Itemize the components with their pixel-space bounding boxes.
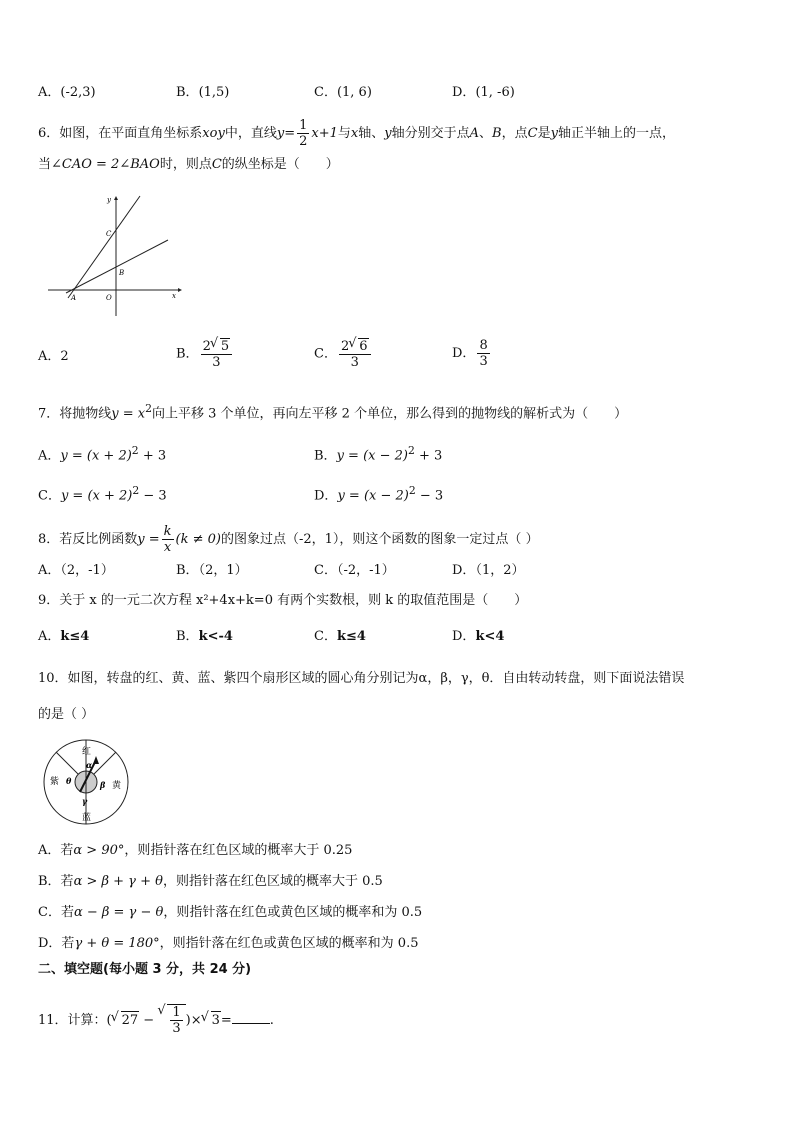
- label-beta: β: [100, 780, 106, 790]
- option-label: D．: [314, 488, 338, 504]
- label-x: x: [172, 292, 176, 300]
- q6-point-c: C: [211, 157, 222, 172]
- radicand: √ 5: [220, 338, 230, 354]
- option-fraction: [339, 338, 371, 370]
- q10-option-c: [38, 904, 422, 922]
- option-label: B．: [176, 85, 199, 100]
- frac-numerator: 1: [299, 118, 308, 133]
- label-theta: θ: [66, 776, 72, 786]
- q8-option-a: [38, 562, 114, 580]
- option-value: （2，1）: [198, 563, 248, 578]
- option-text: ，则指针落在红色或黄色区域的概率和为 0.5: [159, 936, 419, 951]
- label-purple: 紫: [50, 777, 60, 787]
- frac-denominator: 3: [350, 355, 359, 370]
- q11-times: )×: [185, 1013, 202, 1028]
- option-label: A．若: [38, 843, 74, 858]
- q6-text: 、: [479, 126, 493, 141]
- q11-minus: −: [139, 1013, 159, 1028]
- option-label: A．: [38, 85, 61, 100]
- option-exponent: 2: [132, 484, 140, 497]
- q6-point-b: B: [492, 126, 502, 141]
- option-label: C．: [314, 629, 337, 644]
- q6-text: 中，直线: [224, 126, 277, 141]
- option-label: C．: [314, 346, 337, 362]
- divider-upper-left: [56, 752, 78, 774]
- q11-eq: =: [220, 1013, 232, 1028]
- option-value: （2，-1）: [60, 563, 114, 578]
- option-text: ，则指针落在红色区域的概率大于 0.5: [162, 874, 383, 889]
- q6-y: y: [384, 126, 392, 141]
- option-condition: α > 90°: [73, 843, 125, 858]
- option-expr-tail: + 3: [138, 448, 167, 464]
- q7-option-b: [314, 442, 442, 465]
- q6-text: 轴、: [358, 126, 385, 141]
- q8-fraction: [162, 524, 174, 555]
- q9-option-b: [176, 628, 233, 646]
- y-axis-arrow: [114, 196, 118, 200]
- q6-y: y: [550, 126, 558, 141]
- q5-option-d: [452, 84, 515, 102]
- option-value: k≤4: [336, 629, 366, 644]
- option-label: A．: [38, 349, 61, 364]
- q6-option-c: [314, 338, 373, 370]
- option-expr-tail: + 3: [414, 448, 443, 464]
- question-number: 6．: [38, 126, 60, 141]
- q6-eq-y: y: [276, 126, 285, 141]
- q6-option-b: [176, 338, 234, 370]
- option-label: B．: [176, 346, 199, 362]
- q6-point-a: A: [469, 126, 480, 141]
- q6-option-d: [452, 338, 492, 369]
- answer-blank[interactable]: [232, 1011, 270, 1024]
- q8-stem: [38, 524, 539, 555]
- q6-option-a: [38, 348, 69, 366]
- q6-text: 如图，在平面直角坐标系: [59, 126, 203, 141]
- option-label: C．: [314, 563, 337, 578]
- option-label: D．: [452, 346, 476, 361]
- q7-expr: y = x: [111, 406, 146, 422]
- q8-option-b: [176, 562, 248, 580]
- option-expr-tail: − 3: [139, 488, 167, 504]
- option-text: ，则指针落在红色区域的概率大于 0.25: [124, 843, 353, 858]
- option-label: C．: [38, 488, 61, 504]
- frac-denominator: x: [163, 540, 172, 555]
- option-value: （1，2）: [475, 563, 525, 578]
- option-label: D．若: [38, 936, 75, 951]
- option-value: k≤4: [60, 629, 90, 644]
- q10-option-a: [38, 842, 352, 860]
- option-exponent: 2: [408, 484, 416, 497]
- label-a: A: [71, 294, 77, 302]
- q6-text: 与: [337, 126, 351, 141]
- q7-exponent: 2: [145, 402, 153, 415]
- option-label: A．: [38, 629, 61, 644]
- q6-coordinate-figure: [44, 192, 184, 320]
- option-label: C．: [314, 85, 337, 100]
- option-label: D．: [452, 629, 476, 644]
- q8-option-c: [314, 562, 395, 580]
- q6-eq-rest: x+1: [311, 126, 338, 141]
- option-label: B．若: [38, 874, 74, 889]
- q11-radical-2: √ 3: [211, 1011, 221, 1030]
- q7-text: 向上平移 3 个单位，再向左平移 2 个单位，那么得到的抛物线的解析式为（ ）: [152, 406, 628, 422]
- q7-stem: [38, 400, 627, 423]
- option-expr: y = (x − 2): [337, 488, 409, 504]
- q8-text: 的图象过点（-2，1），则这个函数的图象一定过点（ ）: [221, 532, 539, 547]
- q6-eq-sign: =: [284, 126, 296, 141]
- q8-option-d: [452, 562, 524, 580]
- x-axis-arrow: [178, 288, 182, 292]
- option-value: k<4: [475, 629, 505, 644]
- option-label: D．: [452, 85, 476, 100]
- q6-point-c: C: [527, 126, 538, 141]
- frac-denominator: 3: [212, 355, 221, 370]
- frac-denominator: 3: [479, 354, 488, 369]
- frac-denominator: 3: [172, 1021, 181, 1036]
- q8-condition: (k ≠ 0): [175, 532, 221, 547]
- q5-option-b: [176, 84, 229, 102]
- label-alpha: α: [86, 760, 93, 770]
- label-y: y: [107, 196, 111, 204]
- option-condition: α − β = γ − θ: [73, 905, 164, 920]
- q6-xoy: xoy: [202, 126, 225, 141]
- q10-line-1: 10．如图，转盘的红、黄、蓝、紫四个扇形区域的圆心角分别记为α，β，γ，θ．自由转动转盘，则下面说法错误: [38, 671, 685, 686]
- q11-fraction: [170, 1005, 182, 1036]
- q10-option-b: [38, 873, 383, 891]
- q10-line-2: 的是（ ）: [38, 707, 95, 722]
- line-ac: [68, 196, 140, 298]
- option-fraction: [201, 338, 233, 370]
- q6-text: 轴正半轴上的一点，: [557, 126, 675, 141]
- option-label: B．: [176, 629, 199, 644]
- section-title: 二、填空题(每小题 3 分，共 24 分): [38, 962, 252, 977]
- q6-x: x: [350, 126, 359, 141]
- q6-text: 当: [38, 157, 52, 172]
- label-c: C: [106, 230, 112, 238]
- q6-text: 时，则点: [159, 157, 212, 172]
- option-label: D．: [452, 563, 476, 578]
- q11-radical-1: √ 27: [121, 1011, 140, 1030]
- option-value: (1,5): [198, 85, 230, 100]
- q6-line-2: [38, 156, 339, 174]
- q5-option-c: [314, 84, 372, 102]
- q7-option-a: [38, 442, 166, 465]
- frac-denominator: 2: [299, 134, 308, 149]
- q7-option-c: [38, 482, 167, 505]
- option-value: 2: [60, 349, 69, 364]
- q10-option-d: [38, 935, 418, 953]
- q8-text: 8．若反比例函数: [38, 532, 138, 547]
- q7-text: 7．将抛物线: [38, 406, 112, 422]
- option-exponent: 2: [131, 444, 139, 457]
- option-label: B．: [314, 448, 337, 464]
- option-label: A．: [38, 563, 61, 578]
- label-red: 红: [82, 747, 92, 757]
- q6-line-1: [38, 118, 675, 149]
- label-o: O: [106, 294, 112, 302]
- q9-stem: 9．关于 x 的一元二次方程 x²+4x+k=0 有两个实数根，则 k 的取值范围是（ ）: [38, 593, 528, 608]
- label-yellow: 黄: [112, 781, 122, 791]
- option-value: (1, -6): [475, 85, 515, 100]
- option-text: ，则指针落在红色或黄色区域的概率和为 0.5: [163, 905, 423, 920]
- q5-option-a: [38, 84, 96, 102]
- option-fraction: [477, 338, 489, 369]
- frac-numerator: k: [163, 524, 172, 539]
- frac-numerator: [339, 338, 371, 355]
- q6-text: 的纵坐标是（ ）: [221, 157, 339, 172]
- frac-numerator: [201, 338, 233, 355]
- option-value: (1, 6): [336, 85, 372, 100]
- label-blue: 蓝: [82, 813, 92, 823]
- q11-radical-frac: [167, 1004, 185, 1036]
- q9-option-a: [38, 628, 89, 646]
- pointer-arrow-icon: [93, 756, 99, 764]
- option-value: k<-4: [198, 629, 233, 644]
- q11-end: .: [269, 1013, 274, 1028]
- label-b: B: [119, 269, 125, 277]
- coef: 2: [202, 339, 211, 354]
- option-expr: y = (x − 2): [336, 448, 408, 464]
- option-expr-tail: − 3: [415, 488, 444, 504]
- option-label: A．: [38, 448, 61, 464]
- q6-text: ，点: [501, 126, 528, 141]
- label-gamma: γ: [82, 796, 88, 806]
- q9-option-c: [314, 628, 366, 646]
- option-expr: y = (x + 2): [60, 488, 133, 504]
- frac-numerator: √ 1: [172, 1005, 181, 1020]
- frac-numerator: 8: [479, 338, 488, 353]
- q10-spinner-figure: [42, 738, 130, 826]
- option-expr: y = (x + 2): [60, 448, 132, 464]
- q6-angle-expr: ∠CAO = 2∠BAO: [51, 157, 160, 172]
- q7-option-d: [314, 482, 443, 505]
- option-value: （-2，-1）: [336, 563, 395, 578]
- option-condition: γ + θ = 180°: [74, 936, 160, 951]
- option-label: B．: [176, 563, 199, 578]
- q6-text: 轴分别交于点: [391, 126, 470, 141]
- coef: 2: [340, 339, 350, 354]
- q11-stem: [38, 1004, 274, 1036]
- radicand: √ 6: [358, 338, 368, 354]
- option-label: C．若: [38, 905, 74, 920]
- q9-option-d: [452, 628, 504, 646]
- option-condition: α > β + γ + θ: [73, 874, 163, 889]
- q11-text: 11．计算：(: [38, 1013, 112, 1028]
- q6-text: 是: [537, 126, 551, 141]
- option-exponent: 2: [407, 444, 415, 457]
- line-ab: [66, 240, 168, 293]
- q6-fraction: [297, 118, 309, 149]
- q8-y-eq: y =: [137, 532, 160, 547]
- option-value: (-2,3): [60, 85, 96, 100]
